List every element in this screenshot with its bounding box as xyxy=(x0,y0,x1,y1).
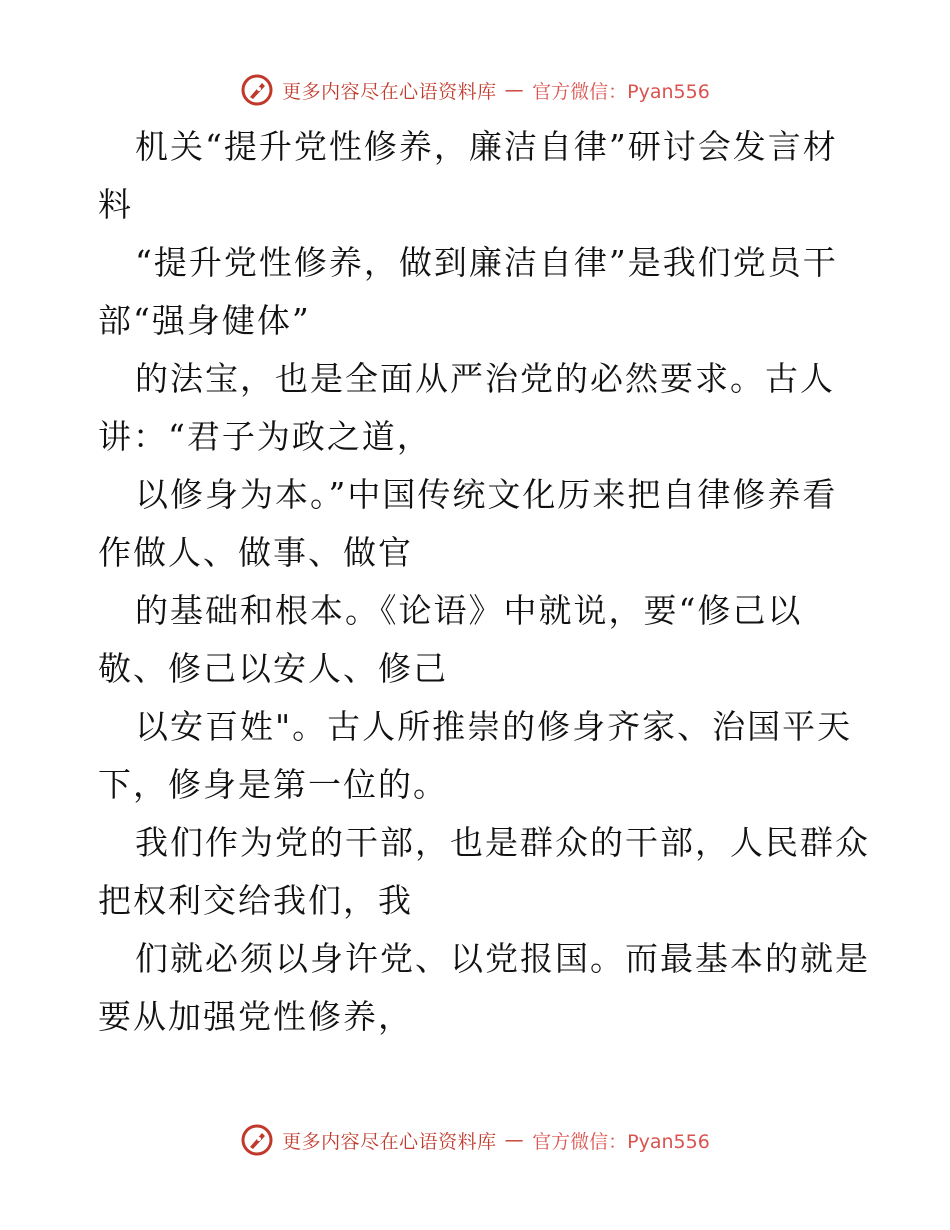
banner-wechat-text: 官方微信：Pyan556 xyxy=(532,1130,710,1153)
document-line: 讲：“君子为政之道， xyxy=(98,417,432,456)
document-line: 要从加强党性修养， xyxy=(98,997,413,1036)
banner-library-text: 更多内容尽在心语资料库 xyxy=(282,1130,497,1153)
document-line: 我们作为党的干部，也是群众的干部，人民群众 xyxy=(135,823,870,862)
document-line: 以安百姓"。古人所推崇的修身齐家、治国平天 xyxy=(135,707,853,746)
document-line: 的基础和根本。《论语》中就说，要“修己以 xyxy=(135,591,803,630)
document-line: 敬、修己以安人、修己 xyxy=(98,649,448,688)
document-line: 以修身为本。”中国传统文化历来把自律修养看 xyxy=(135,475,838,514)
banner-library-text: 更多内容尽在心语资料库 xyxy=(282,80,497,103)
document-line: “提升党性修养，做到廉洁自律”是我们党员干 xyxy=(135,243,838,282)
document-line: 们就必须以身许党、以党报国。而最基本的就是 xyxy=(135,939,870,978)
banner-dash: — xyxy=(504,1129,525,1151)
footer-banner xyxy=(0,1120,950,1160)
banner-dash: — xyxy=(504,79,525,101)
header-banner xyxy=(0,70,950,110)
pen-nib-circle-icon xyxy=(240,1123,274,1157)
document-line: 部“强身健体” xyxy=(98,301,311,340)
document-line: 作做人、做事、做官 xyxy=(98,533,413,572)
document-body xyxy=(98,118,870,1046)
document-line: 的法宝，也是全面从严治党的必然要求。古人 xyxy=(135,359,835,398)
document-line: 机关“提升党性修养，廉洁自律”研讨会发言材 xyxy=(135,127,838,166)
pen-nib-circle-icon xyxy=(240,73,274,107)
banner-wechat-text: 官方微信：Pyan556 xyxy=(532,80,710,103)
document-line: 把权利交给我们，我 xyxy=(98,881,413,920)
document-line: 料 xyxy=(98,185,133,224)
document-line: 下，修身是第一位的。 xyxy=(98,765,448,804)
